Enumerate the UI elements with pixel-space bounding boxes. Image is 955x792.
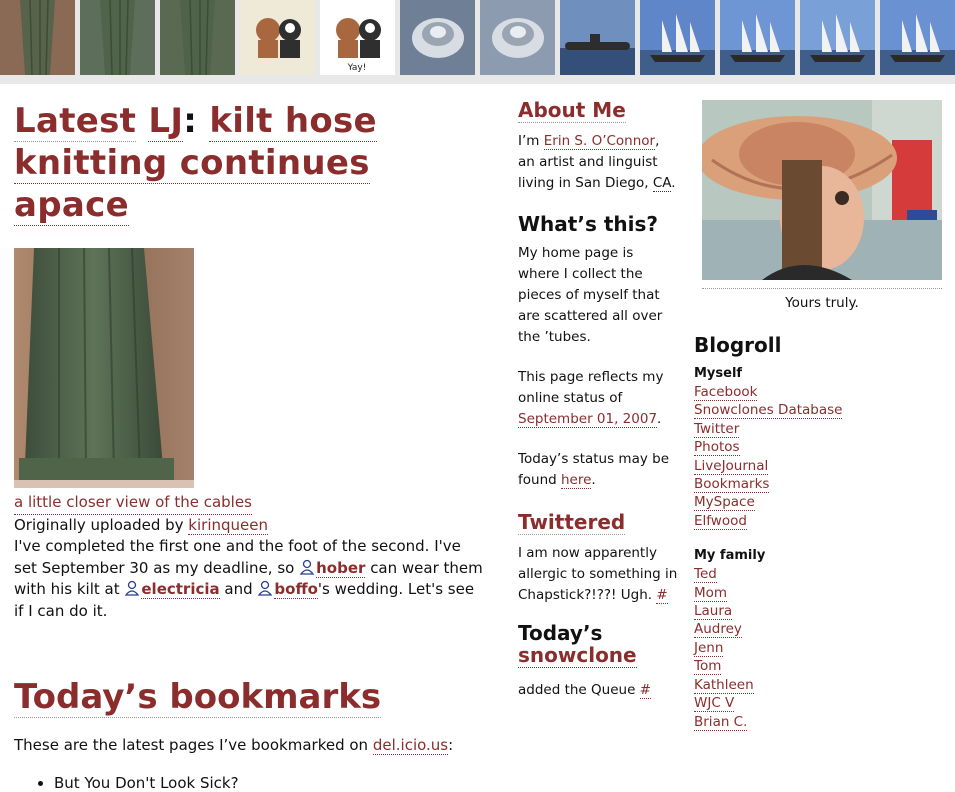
blogroll-link[interactable]: Bookmarks <box>694 476 770 493</box>
blogroll-link[interactable]: Laura <box>694 603 733 620</box>
blogroll-link[interactable]: Jenn <box>694 639 724 656</box>
uploader-link[interactable]: kirinqueen <box>188 515 268 534</box>
blogroll-item <box>694 565 949 583</box>
snowclone-text <box>518 680 678 701</box>
bookmarks-intro-text: These are the latest pages I’ve bookmarked on <box>14 736 369 754</box>
user-icon <box>299 559 315 575</box>
blogroll-group-title: My family <box>694 548 766 564</box>
blogroll-item <box>694 438 949 456</box>
blogroll-link[interactable]: LiveJournal <box>694 457 769 474</box>
blogroll-item <box>694 401 949 419</box>
blogroll <box>694 365 949 731</box>
snowclone-heading <box>518 622 678 666</box>
blogroll-group <box>694 547 949 731</box>
blogroll-item <box>694 584 949 602</box>
snowclone-body: added the Queue <box>518 682 636 698</box>
tweet-text <box>518 543 678 606</box>
lj-user-hober[interactable]: hober <box>316 558 366 577</box>
ship-photo-1[interactable] <box>640 0 715 75</box>
snowclone-heading-prefix: Today’s <box>518 621 603 645</box>
knit-sock-image <box>14 248 194 488</box>
bookmarks-heading-text: Today’s bookmarks <box>14 677 382 717</box>
blogroll-item <box>694 602 949 620</box>
blogroll-link[interactable]: Twitter <box>694 420 740 437</box>
whats-this-p1: My home page is where I collect the pieces of myself that are scattered all over the ’tubes. <box>518 245 663 345</box>
portrait-image <box>702 100 942 280</box>
about-text <box>518 131 678 194</box>
blogroll-link[interactable]: Facebook <box>694 384 758 400</box>
about-text-mid: , an artist and linguist living in San Diego, <box>518 133 660 191</box>
today-status-text: Today’s status may be found <box>518 451 670 488</box>
status-suffix: . <box>657 411 662 427</box>
blogroll-links <box>694 565 949 731</box>
about-text-prefix: I’m <box>518 133 540 149</box>
blogroll-item <box>694 713 949 731</box>
state-abbr: CA <box>652 175 672 191</box>
ship-photo-2[interactable] <box>720 0 795 75</box>
blogroll-item <box>694 620 949 638</box>
post-body <box>14 488 484 622</box>
blogroll-link[interactable]: Brian C. <box>694 713 748 730</box>
blogroll-item <box>694 383 949 401</box>
blogroll-link[interactable]: Photos <box>694 439 740 456</box>
lj-user-boffo[interactable]: boffo <box>274 580 318 598</box>
blogroll-group-title: Myself <box>694 366 743 381</box>
status-date-link[interactable]: September 01, 2007 <box>518 411 658 427</box>
post-text-and: and <box>224 580 253 598</box>
lj-user-electricia[interactable]: electricia <box>141 580 220 598</box>
post-text-1: I've completed the first one and the foot of the second. I've set September 30 as my deadline, so <box>14 537 461 577</box>
blogroll-item <box>694 676 949 694</box>
knit-sock-photo-3[interactable] <box>160 0 235 75</box>
about-text-end: . <box>671 175 676 191</box>
cartoon-drawing-1[interactable] <box>240 0 315 75</box>
tweet-body: I am now apparently allergic to something in Chapstick?!??! Ugh. <box>518 545 678 603</box>
blogroll-link[interactable]: Snowclones Database <box>694 402 843 419</box>
title-colon: : <box>183 101 198 141</box>
winch-photo-1[interactable] <box>400 0 475 75</box>
blogroll-item <box>694 694 949 712</box>
submarine-photo[interactable] <box>560 0 635 75</box>
here-suffix: . <box>591 472 596 488</box>
blogroll-item <box>694 493 949 511</box>
middle-column <box>518 97 678 701</box>
bookmarks-list <box>14 774 484 792</box>
user-icon <box>124 580 140 596</box>
title-lj-link[interactable]: LJ <box>148 101 184 141</box>
blogroll-link[interactable]: Audrey <box>694 621 742 638</box>
bookmarks-heading <box>14 676 484 718</box>
post-title-link[interactable]: kilt hose knitting continues apace <box>14 101 377 225</box>
blogroll-item <box>694 457 949 475</box>
whats-this-heading: What’s this? <box>518 212 658 236</box>
blogroll-item <box>694 512 949 530</box>
post-title <box>14 100 484 226</box>
whats-this-p3 <box>518 449 678 491</box>
svg-text:Yay!: Yay! <box>347 63 367 73</box>
post-text-3: 's wedding. Let's see if I can do it. <box>14 580 475 620</box>
blogroll-links <box>694 383 949 530</box>
blogroll-item <box>694 639 949 657</box>
delicious-link[interactable]: del.icio.us <box>372 736 449 754</box>
blogroll-link[interactable]: WJC V <box>694 695 735 712</box>
portrait-caption: Yours truly. <box>702 288 942 311</box>
user-icon <box>257 580 273 596</box>
blogroll-link[interactable]: Tom <box>694 658 722 675</box>
knit-sock-photo-2[interactable] <box>80 0 155 75</box>
uploaded-by-text: Originally uploaded by <box>14 515 184 534</box>
bookmark-item[interactable]: • But You Don't Look Sick? <box>54 774 484 792</box>
winch-photo-2[interactable] <box>480 0 555 75</box>
here-link[interactable]: here <box>561 472 592 488</box>
title-latest: Latest <box>14 101 137 141</box>
blogroll-item <box>694 420 949 438</box>
about-heading <box>518 97 678 123</box>
cartoon-drawing-yay[interactable] <box>320 0 395 75</box>
blogroll-link[interactable]: Mom <box>694 584 728 601</box>
bookmarks-intro-suffix: : <box>448 736 454 754</box>
twittered-heading-text: Twittered <box>518 510 626 534</box>
bookmarks-intro <box>14 736 484 754</box>
blogroll-heading: Blogroll <box>694 333 782 357</box>
ship-photo-3[interactable] <box>800 0 875 75</box>
kilt-hose-photo[interactable] <box>14 248 194 488</box>
status-text: This page reflects my online status of <box>518 369 664 406</box>
ship-photo-4[interactable] <box>880 0 955 75</box>
photo-caption-link[interactable]: a little closer view of the cables <box>14 492 252 515</box>
snowclone-permalink[interactable]: # <box>639 682 651 698</box>
name-link[interactable]: Erin S. O’Connor <box>543 133 656 149</box>
snowclone-link[interactable]: snowclone <box>518 643 637 667</box>
portrait-photo[interactable] <box>702 100 942 280</box>
blogroll-link[interactable]: Ted <box>694 566 717 583</box>
blogroll-link[interactable]: Kathleen <box>694 676 754 693</box>
knit-sock-photo-1[interactable] <box>0 0 75 75</box>
main-column <box>14 100 484 792</box>
blogroll-link[interactable]: MySpace <box>694 494 755 511</box>
post-text-2: can wear them with his kilt at <box>14 558 483 598</box>
tweet-permalink[interactable]: # <box>656 587 668 603</box>
right-column <box>694 100 949 731</box>
photo-strip <box>0 0 955 84</box>
whats-this-p2 <box>518 367 678 430</box>
blogroll-link[interactable]: Elfwood <box>694 512 747 529</box>
blogroll-group <box>694 365 949 530</box>
blogroll-item <box>694 657 949 675</box>
twittered-heading <box>518 509 678 535</box>
blogroll-item <box>694 475 949 493</box>
about-heading-text: About Me <box>518 98 626 122</box>
